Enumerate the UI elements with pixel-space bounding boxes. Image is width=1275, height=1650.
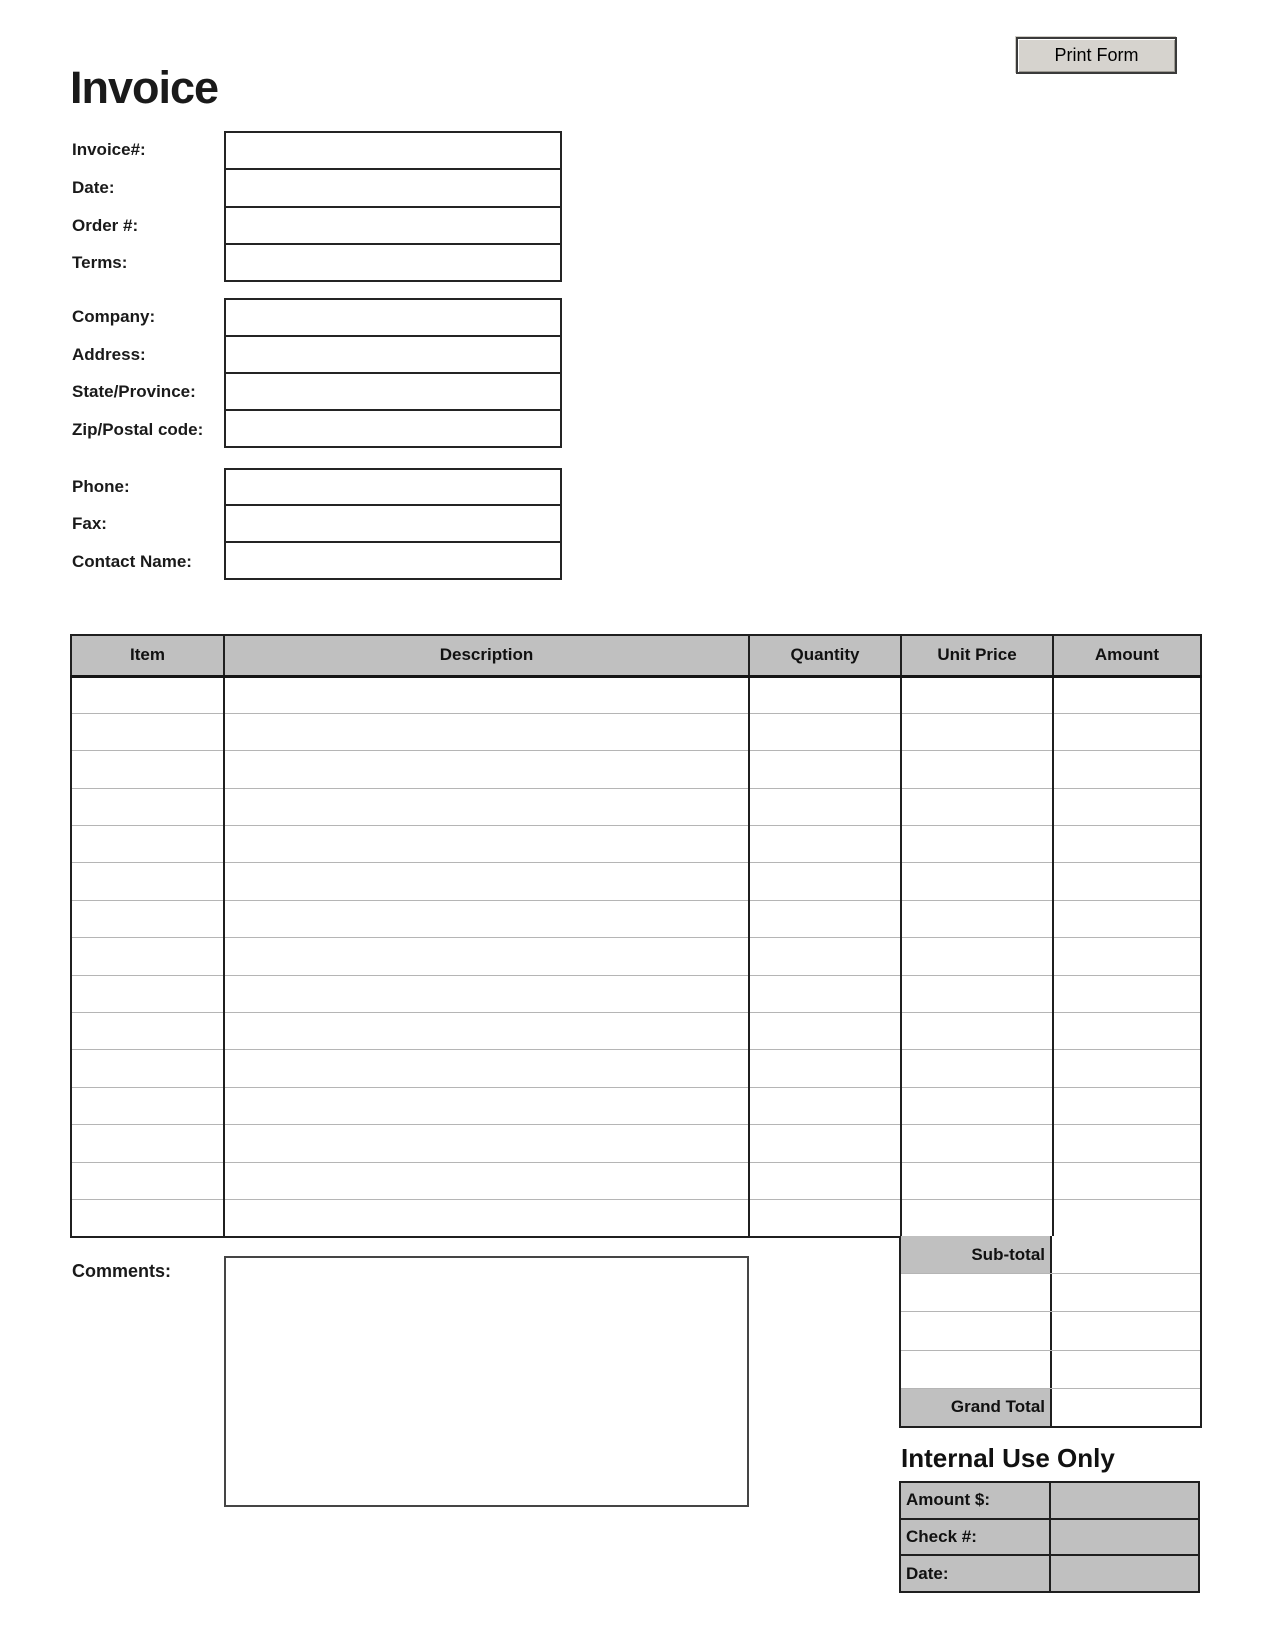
address-label: Address: [72,344,146,364]
item-cell[interactable] [749,975,901,1012]
item-cell[interactable] [901,1013,1053,1050]
internal-check-value-cell[interactable] [1051,1520,1198,1555]
state-province-input[interactable] [226,372,560,409]
item-cell[interactable] [71,1125,224,1162]
invoice-number-label: Invoice#: [72,140,146,159]
invoice-info-fieldset [224,131,562,282]
internal-date-label: Date: [901,1556,1051,1591]
item-row [71,713,1201,750]
item-cell[interactable] [901,1162,1053,1199]
totals-blank-label [901,1274,1052,1311]
item-row [71,900,1201,937]
date-label: Date: [72,177,115,197]
item-cell[interactable] [749,1050,901,1087]
totals-blank-label [901,1312,1052,1349]
item-row [71,751,1201,788]
item-row [71,975,1201,1012]
print-form-button[interactable]: Print Form [1016,37,1177,74]
item-cell[interactable] [749,900,901,937]
item-cell[interactable] [901,751,1053,788]
item-cell[interactable] [1053,1125,1201,1162]
internal-use-title: Internal Use Only [901,1443,1115,1473]
item-cell[interactable] [1053,713,1201,750]
item-cell[interactable] [224,863,749,900]
item-cell[interactable] [71,900,224,937]
internal-use-table [899,1481,1200,1593]
item-row [71,863,1201,900]
amount-column-header: Amount [1053,635,1201,676]
item-cell[interactable] [749,826,901,863]
item-column-header: Item [71,635,224,676]
item-cell[interactable] [901,1050,1053,1087]
item-row [71,1125,1201,1162]
items-table-body [71,676,1201,1237]
item-cell[interactable] [224,788,749,825]
totals-blank-row [901,1350,1200,1388]
fax-input[interactable] [226,504,560,541]
item-cell[interactable] [224,1199,749,1236]
totals-blank-value-cell[interactable] [1052,1274,1200,1311]
item-cell[interactable] [1053,1013,1201,1050]
item-cell[interactable] [1053,676,1201,713]
contact-name-input[interactable] [226,541,560,578]
address-input[interactable] [226,335,560,372]
item-cell[interactable] [1053,863,1201,900]
item-cell[interactable] [71,863,224,900]
item-cell[interactable] [901,676,1053,713]
item-cell[interactable] [1053,1199,1201,1236]
item-cell[interactable] [749,1013,901,1050]
unit-price-column-header: Unit Price [901,635,1053,676]
item-cell[interactable] [71,676,224,713]
item-cell[interactable] [71,1050,224,1087]
subtotal-row [901,1236,1200,1273]
company-fieldset [224,298,562,448]
item-cell[interactable] [224,1125,749,1162]
item-cell[interactable] [901,863,1053,900]
item-cell[interactable] [749,1125,901,1162]
item-cell[interactable] [1053,788,1201,825]
subtotal-value-cell[interactable] [1052,1236,1200,1273]
item-row [71,1013,1201,1050]
terms-label: Terms: [72,253,128,272]
internal-amount-label: Amount $: [901,1483,1051,1518]
item-cell[interactable] [224,1050,749,1087]
item-cell[interactable] [901,1199,1053,1236]
invoice-number-input[interactable] [226,133,560,168]
comments-label: Comments: [72,1261,172,1281]
item-cell[interactable] [749,1162,901,1199]
item-cell[interactable] [749,751,901,788]
item-cell[interactable] [901,975,1053,1012]
item-row [71,1050,1201,1087]
zip-postal-input[interactable] [226,409,560,446]
internal-date-row [901,1554,1198,1591]
item-cell[interactable] [71,713,224,750]
item-cell[interactable] [749,938,901,975]
contact-fieldset [224,468,562,581]
item-row [71,676,1201,713]
quantity-column-header: Quantity [749,635,901,676]
items-header-row [71,635,1201,676]
item-cell[interactable] [749,788,901,825]
item-cell[interactable] [749,863,901,900]
order-number-input[interactable] [226,206,560,243]
item-cell[interactable] [224,751,749,788]
item-cell[interactable] [901,938,1053,975]
totals-blank-row [901,1311,1200,1349]
state-province-label: State/Province: [72,382,196,401]
item-row [71,1199,1201,1236]
fax-label: Fax: [72,514,107,533]
item-row [71,788,1201,825]
item-row [71,1162,1201,1199]
item-cell[interactable] [71,1013,224,1050]
company-label: Company: [72,307,156,326]
item-row [71,1087,1201,1124]
item-cell[interactable] [71,1162,224,1199]
item-cell[interactable] [224,938,749,975]
item-cell[interactable] [901,1125,1053,1162]
item-cell[interactable] [749,1087,901,1124]
order-number-label: Order #: [72,215,139,235]
internal-date-value-cell[interactable] [1051,1556,1198,1591]
items-table [70,634,1202,1238]
totals-blank-label [901,1351,1052,1388]
phone-label: Phone: [72,476,130,496]
item-cell[interactable] [224,826,749,863]
subtotal-label: Sub-total [901,1236,1052,1273]
zip-postal-label: Zip/Postal code: [72,419,204,439]
item-cell[interactable] [1053,826,1201,863]
comments-textarea[interactable] [224,1256,749,1507]
item-cell[interactable] [1053,975,1201,1012]
totals-table [899,1236,1202,1428]
item-cell[interactable] [901,826,1053,863]
item-cell[interactable] [71,788,224,825]
item-cell[interactable] [901,1087,1053,1124]
item-cell[interactable] [71,1199,224,1236]
company-input[interactable] [226,300,560,335]
item-cell[interactable] [749,1199,901,1236]
item-cell[interactable] [224,1013,749,1050]
item-cell[interactable] [1053,900,1201,937]
page-title: Invoice [70,62,219,113]
item-cell[interactable] [224,713,749,750]
item-cell[interactable] [1053,1087,1201,1124]
description-column-header: Description [224,635,749,676]
phone-input[interactable] [226,470,560,505]
item-row [71,826,1201,863]
item-cell[interactable] [71,751,224,788]
item-cell[interactable] [224,676,749,713]
item-cell[interactable] [224,975,749,1012]
totals-blank-row [901,1273,1200,1311]
terms-input[interactable] [226,243,560,280]
totals-blank-value-cell[interactable] [1052,1312,1200,1349]
item-row [71,938,1201,975]
item-cell[interactable] [71,826,224,863]
totals-blank-value-cell[interactable] [1052,1351,1200,1388]
internal-amount-row [901,1483,1198,1518]
grand-total-label: Grand Total [901,1389,1052,1426]
item-cell[interactable] [224,1087,749,1124]
date-input[interactable] [226,168,560,205]
contact-name-label: Contact Name: [72,551,192,571]
item-cell[interactable] [1053,1162,1201,1199]
item-cell[interactable] [71,975,224,1012]
item-cell[interactable] [749,713,901,750]
item-cell[interactable] [71,1087,224,1124]
item-cell[interactable] [1053,751,1201,788]
item-cell[interactable] [1053,1050,1201,1087]
item-cell[interactable] [224,900,749,937]
internal-amount-value-cell[interactable] [1051,1483,1198,1518]
internal-check-label: Check #: [901,1520,1051,1555]
item-cell[interactable] [749,676,901,713]
grand-total-value-cell[interactable] [1052,1389,1200,1426]
item-cell[interactable] [224,1162,749,1199]
item-cell[interactable] [901,900,1053,937]
item-cell[interactable] [1053,938,1201,975]
item-cell[interactable] [901,788,1053,825]
grand-total-row [901,1388,1200,1426]
internal-check-row [901,1518,1198,1555]
item-cell[interactable] [901,713,1053,750]
item-cell[interactable] [71,938,224,975]
